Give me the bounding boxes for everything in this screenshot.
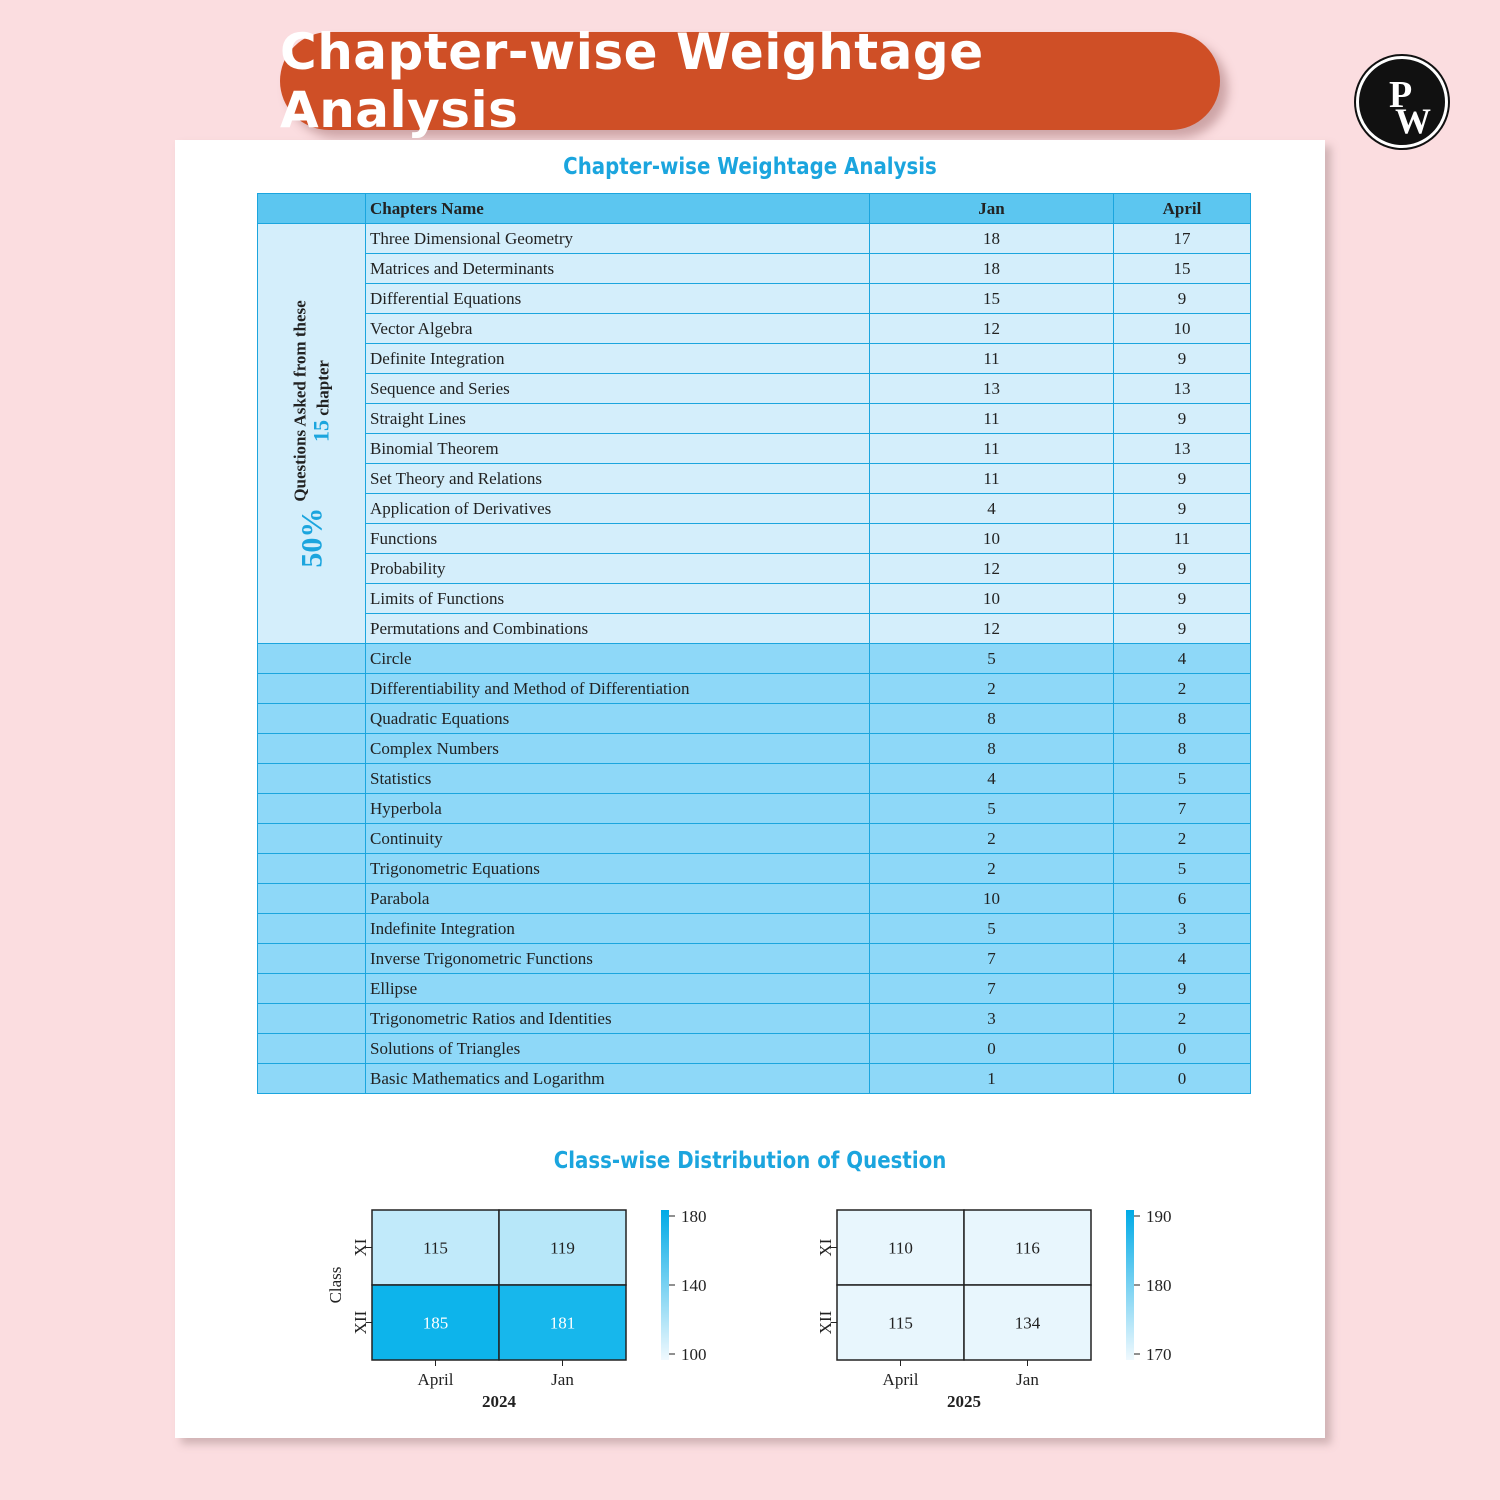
april-cell: 13 bbox=[1114, 434, 1251, 464]
jan-cell: 0 bbox=[870, 1034, 1114, 1064]
header-banner bbox=[280, 23, 1220, 139]
heatmap-y-tick-label: XII bbox=[815, 1310, 835, 1335]
heatmap-cell-label: 119 bbox=[550, 1238, 575, 1258]
heatmap-cell-label: 134 bbox=[1014, 1313, 1041, 1333]
group-count: 15 bbox=[307, 419, 333, 442]
heatmap-x-tick-label: April bbox=[417, 1370, 454, 1389]
chapter-cell: Ellipse bbox=[366, 974, 870, 1004]
colorbar-tick-label: 190 bbox=[1146, 1207, 1172, 1226]
jan-cell: 2 bbox=[870, 824, 1114, 854]
april-cell: 9 bbox=[1114, 584, 1251, 614]
table-row bbox=[258, 674, 1251, 704]
chapter-cell: Trigonometric Equations bbox=[366, 854, 870, 884]
jan-cell: 11 bbox=[870, 404, 1114, 434]
blank-group-cell bbox=[258, 1034, 366, 1064]
heatmap-x-tick-label: April bbox=[882, 1370, 919, 1389]
jan-cell: 4 bbox=[870, 764, 1114, 794]
colorbar-tick-label: 100 bbox=[681, 1345, 707, 1364]
april-cell: 9 bbox=[1114, 464, 1251, 494]
jan-cell: 13 bbox=[870, 374, 1114, 404]
heatmap-cell-label: 110 bbox=[888, 1238, 913, 1258]
heatmap-2024 bbox=[310, 1195, 730, 1425]
jan-cell: 2 bbox=[870, 854, 1114, 884]
april-cell: 2 bbox=[1114, 824, 1251, 854]
heatmap-y-tick-label: XI bbox=[815, 1238, 835, 1257]
chapter-cell: Application of Derivatives bbox=[366, 494, 870, 524]
chapter-cell: Circle bbox=[366, 644, 870, 674]
april-cell: 9 bbox=[1114, 974, 1251, 1004]
jan-cell: 10 bbox=[870, 584, 1114, 614]
april-cell: 4 bbox=[1114, 944, 1251, 974]
chapter-cell: Differential Equations bbox=[366, 284, 870, 314]
heatmap-cell-label: 185 bbox=[422, 1313, 449, 1333]
jan-cell: 7 bbox=[870, 974, 1114, 1004]
blank-group-cell bbox=[258, 974, 366, 1004]
chapter-cell: Vector Algebra bbox=[366, 314, 870, 344]
april-cell: 9 bbox=[1114, 404, 1251, 434]
jan-cell: 2 bbox=[870, 674, 1114, 704]
jan-header: Jan bbox=[870, 194, 1114, 224]
logo-letter-p: P bbox=[1389, 74, 1413, 116]
april-cell: 7 bbox=[1114, 794, 1251, 824]
table-row bbox=[258, 494, 1251, 524]
chapter-cell: Statistics bbox=[366, 764, 870, 794]
table-row bbox=[258, 914, 1251, 944]
jan-cell: 10 bbox=[870, 884, 1114, 914]
table-row bbox=[258, 224, 1251, 254]
chapter-cell: Probability bbox=[366, 554, 870, 584]
table-row bbox=[258, 794, 1251, 824]
chapter-cell: Trigonometric Ratios and Identities bbox=[366, 1004, 870, 1034]
table-row bbox=[258, 584, 1251, 614]
blank-group-cell bbox=[258, 1004, 366, 1034]
blank-group-cell bbox=[258, 854, 366, 884]
chapter-cell: Quadratic Equations bbox=[366, 704, 870, 734]
chapter-cell: Differentiability and Method of Differentiation bbox=[366, 674, 870, 704]
group-line2: chapter bbox=[312, 359, 332, 416]
jan-cell: 18 bbox=[870, 224, 1114, 254]
blank-group-cell bbox=[258, 734, 366, 764]
blank-group-cell bbox=[258, 674, 366, 704]
chapter-cell: Hyperbola bbox=[366, 794, 870, 824]
table-title: Chapter-wise Weightage Analysis bbox=[563, 154, 937, 180]
heatmap-x-tick-label: Jan bbox=[1016, 1370, 1039, 1389]
jan-cell: 4 bbox=[870, 494, 1114, 524]
blank-group-cell bbox=[258, 794, 366, 824]
jan-cell: 1 bbox=[870, 1064, 1114, 1094]
heatmap-cell-label: 115 bbox=[888, 1313, 913, 1333]
heatmap-xlabel: 2025 bbox=[947, 1392, 981, 1411]
heatmap-y-tick-label: XI bbox=[350, 1238, 370, 1257]
chapter-header: Chapters Name bbox=[366, 194, 870, 224]
chapter-cell: Matrices and Determinants bbox=[366, 254, 870, 284]
table-row bbox=[258, 554, 1251, 584]
table-row bbox=[258, 644, 1251, 674]
jan-cell: 10 bbox=[870, 524, 1114, 554]
colorbar-tick-label: 140 bbox=[681, 1276, 707, 1295]
chapter-cell: Straight Lines bbox=[366, 404, 870, 434]
table-row bbox=[258, 374, 1251, 404]
april-cell: 9 bbox=[1114, 494, 1251, 524]
group-label-cell bbox=[258, 224, 366, 644]
april-cell: 5 bbox=[1114, 854, 1251, 884]
heatmap-2025 bbox=[775, 1195, 1195, 1425]
chapter-cell: Limits of Functions bbox=[366, 584, 870, 614]
heatmap-cell-label: 116 bbox=[1015, 1238, 1040, 1258]
april-cell: 9 bbox=[1114, 284, 1251, 314]
jan-cell: 12 bbox=[870, 314, 1114, 344]
blank-group-cell bbox=[258, 824, 366, 854]
jan-cell: 11 bbox=[870, 464, 1114, 494]
chapter-cell: Solutions of Triangles bbox=[366, 1034, 870, 1064]
group-percent: 50% bbox=[294, 507, 328, 568]
jan-cell: 11 bbox=[870, 434, 1114, 464]
table-header-row bbox=[258, 194, 1251, 224]
april-cell: 0 bbox=[1114, 1064, 1251, 1094]
april-cell: 11 bbox=[1114, 524, 1251, 554]
heatmap-cell-label: 115 bbox=[423, 1238, 448, 1258]
april-cell: 6 bbox=[1114, 884, 1251, 914]
jan-cell: 7 bbox=[870, 944, 1114, 974]
heatmap-xlabel: 2024 bbox=[482, 1392, 516, 1411]
table-row bbox=[258, 314, 1251, 344]
table-row bbox=[258, 824, 1251, 854]
table-row bbox=[258, 974, 1251, 1004]
chapter-cell: Binomial Theorem bbox=[366, 434, 870, 464]
heatmap-x-tick-label: Jan bbox=[551, 1370, 574, 1389]
blank-group-cell bbox=[258, 914, 366, 944]
jan-cell: 15 bbox=[870, 284, 1114, 314]
jan-cell: 5 bbox=[870, 644, 1114, 674]
group-header-cell bbox=[258, 194, 366, 224]
april-header: April bbox=[1114, 194, 1251, 224]
pw-logo bbox=[1356, 56, 1448, 148]
blank-group-cell bbox=[258, 1064, 366, 1094]
blank-group-cell bbox=[258, 704, 366, 734]
jan-cell: 5 bbox=[870, 914, 1114, 944]
april-cell: 0 bbox=[1114, 1034, 1251, 1064]
blank-group-cell bbox=[258, 644, 366, 674]
chapter-cell: Basic Mathematics and Logarithm bbox=[366, 1064, 870, 1094]
heatmap-colorbar bbox=[1126, 1210, 1134, 1360]
blank-group-cell bbox=[258, 764, 366, 794]
table-row bbox=[258, 614, 1251, 644]
april-cell: 15 bbox=[1114, 254, 1251, 284]
april-cell: 10 bbox=[1114, 314, 1251, 344]
table-row bbox=[258, 464, 1251, 494]
chapter-cell: Continuity bbox=[366, 824, 870, 854]
chapter-cell: Definite Integration bbox=[366, 344, 870, 374]
colorbar-tick-label: 180 bbox=[681, 1207, 707, 1226]
jan-cell: 5 bbox=[870, 794, 1114, 824]
heatmap-colorbar bbox=[661, 1210, 669, 1360]
table-row bbox=[258, 704, 1251, 734]
chapter-cell: Permutations and Combinations bbox=[366, 614, 870, 644]
heatmap-y-tick-label: XII bbox=[350, 1310, 370, 1335]
april-cell: 4 bbox=[1114, 644, 1251, 674]
april-cell: 5 bbox=[1114, 764, 1251, 794]
jan-cell: 12 bbox=[870, 614, 1114, 644]
group-line1: Questions Asked from these bbox=[290, 299, 310, 502]
chapter-cell: Parabola bbox=[366, 884, 870, 914]
jan-cell: 11 bbox=[870, 344, 1114, 374]
table-row bbox=[258, 1034, 1251, 1064]
distribution-title: Class-wise Distribution of Question bbox=[553, 1148, 947, 1174]
april-cell: 13 bbox=[1114, 374, 1251, 404]
chapter-cell: Functions bbox=[366, 524, 870, 554]
heatmap-cell-label: 181 bbox=[549, 1313, 576, 1333]
heatmap-ylabel: Class bbox=[326, 1266, 345, 1304]
jan-cell: 8 bbox=[870, 734, 1114, 764]
table-row bbox=[258, 884, 1251, 914]
table-row bbox=[258, 284, 1251, 314]
april-cell: 9 bbox=[1114, 554, 1251, 584]
jan-cell: 8 bbox=[870, 704, 1114, 734]
table-row bbox=[258, 734, 1251, 764]
chapter-cell: Complex Numbers bbox=[366, 734, 870, 764]
content-card bbox=[175, 140, 1325, 1438]
blank-group-cell bbox=[258, 944, 366, 974]
april-cell: 8 bbox=[1114, 734, 1251, 764]
chapter-cell: Sequence and Series bbox=[366, 374, 870, 404]
april-cell: 9 bbox=[1114, 344, 1251, 374]
chapter-cell: Inverse Trigonometric Functions bbox=[366, 944, 870, 974]
logo-letter-w: W bbox=[1395, 101, 1431, 141]
table-row bbox=[258, 854, 1251, 884]
table-row bbox=[258, 764, 1251, 794]
table-row bbox=[258, 344, 1251, 374]
colorbar-tick-label: 180 bbox=[1146, 1276, 1172, 1295]
april-cell: 8 bbox=[1114, 704, 1251, 734]
chapter-cell: Indefinite Integration bbox=[366, 914, 870, 944]
banner-title: Chapter-wise Weightage Analysis bbox=[280, 23, 984, 139]
table-row bbox=[258, 1004, 1251, 1034]
april-cell: 2 bbox=[1114, 1004, 1251, 1034]
blank-group-cell bbox=[258, 884, 366, 914]
jan-cell: 18 bbox=[870, 254, 1114, 284]
weightage-table bbox=[257, 193, 1251, 1094]
jan-cell: 12 bbox=[870, 554, 1114, 584]
chapter-cell: Three Dimensional Geometry bbox=[366, 224, 870, 254]
colorbar-tick-label: 170 bbox=[1146, 1345, 1172, 1364]
table-row bbox=[258, 944, 1251, 974]
april-cell: 9 bbox=[1114, 614, 1251, 644]
group-label bbox=[291, 224, 332, 644]
jan-cell: 3 bbox=[870, 1004, 1114, 1034]
table-row bbox=[258, 1064, 1251, 1094]
table-row bbox=[258, 434, 1251, 464]
april-cell: 17 bbox=[1114, 224, 1251, 254]
table-row bbox=[258, 254, 1251, 284]
table-row bbox=[258, 524, 1251, 554]
chapter-cell: Set Theory and Relations bbox=[366, 464, 870, 494]
april-cell: 2 bbox=[1114, 674, 1251, 704]
table-row bbox=[258, 404, 1251, 434]
april-cell: 3 bbox=[1114, 914, 1251, 944]
